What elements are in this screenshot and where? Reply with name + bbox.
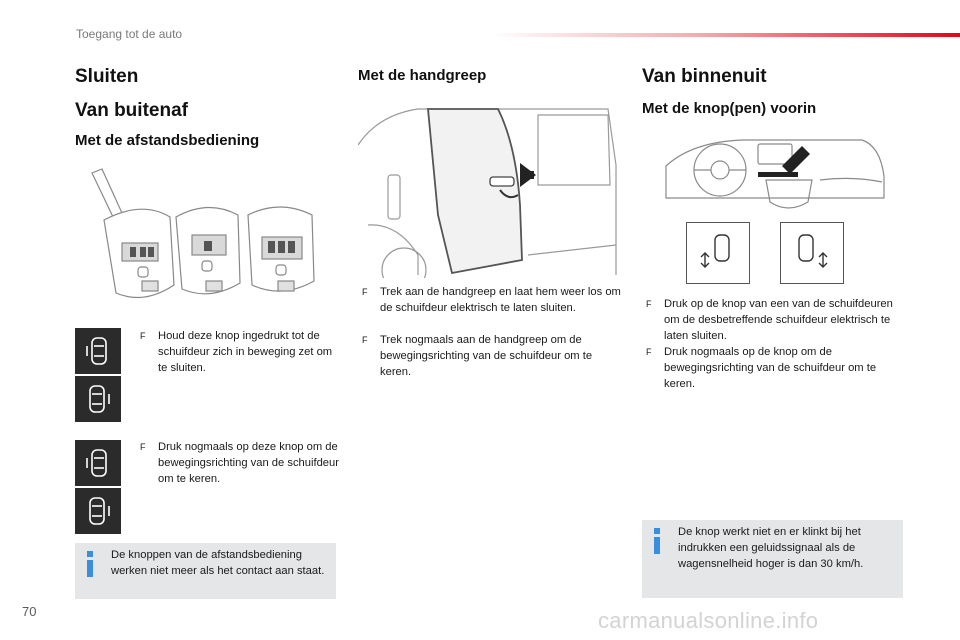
right-bullet-2-text: Druk nogmaals op de knop om de bewegingsrichting van de schuifdeur om te keren. bbox=[664, 346, 877, 390]
middle-bullet-2 bbox=[362, 332, 624, 380]
car-close-left-icon bbox=[75, 328, 121, 374]
middle-bullet-2-text: Trek nogmaals aan de handgreep om de bewegingsrichting van de schuifdeur om te keren. bbox=[380, 334, 593, 378]
left-bullet-2 bbox=[140, 439, 340, 487]
bullet-mark: F bbox=[646, 347, 652, 357]
car-reverse-left-icon bbox=[75, 440, 121, 486]
button-right-door-close[interactable] bbox=[780, 222, 844, 284]
page-title: Sluiten bbox=[75, 66, 139, 87]
title-inside: Van binnenuit bbox=[642, 66, 767, 87]
section-front-buttons: Met de knop(pen) voorin bbox=[642, 100, 817, 117]
watermark: carmanualsonline.info bbox=[598, 608, 819, 633]
bullet-mark: F bbox=[362, 335, 368, 345]
section-remote-control: Met de afstandsbediening bbox=[75, 132, 260, 149]
right-bullet-1-text: Druk op de knop van een van de schuifdeuren om de desbetreffende schuifdeur elektrisch te laten sluiten. bbox=[664, 298, 893, 342]
bullet-mark: F bbox=[140, 442, 146, 452]
remote-keys-illustration bbox=[82, 165, 332, 313]
dashboard-illustration bbox=[662, 136, 886, 218]
middle-bullet-1 bbox=[362, 284, 624, 316]
sliding-door-handle-illustration bbox=[358, 105, 618, 278]
subtitle-outside: Van buitenaf bbox=[75, 100, 188, 121]
header-accent-bar bbox=[490, 33, 960, 37]
bullet-mark: F bbox=[140, 331, 146, 341]
section-header: Toegang tot de auto bbox=[76, 27, 183, 41]
page-number: 70 bbox=[22, 604, 37, 619]
car-reverse-right-icon bbox=[75, 488, 121, 534]
info-icon bbox=[85, 551, 95, 577]
button-left-door-close[interactable] bbox=[686, 222, 750, 284]
left-info-text: De knoppen van de afstandsbediening werken niet meer als het contact aan staat. bbox=[111, 549, 325, 577]
bullet-mark: F bbox=[362, 287, 368, 297]
right-bullet-1 bbox=[646, 296, 910, 344]
right-bullet-2 bbox=[646, 344, 910, 392]
section-handle: Met de handgreep bbox=[358, 67, 487, 84]
middle-bullet-1-text: Trek aan de handgreep en laat hem weer los om de schuifdeur elektrisch te laten sluiten. bbox=[380, 286, 621, 314]
left-bullet-1 bbox=[140, 328, 340, 376]
car-close-right-icon bbox=[75, 376, 121, 422]
bullet-mark: F bbox=[646, 299, 652, 309]
left-bullet-1-text: Houd deze knop ingedrukt tot de schuifdeur zich in beweging zet om te sluiten. bbox=[158, 330, 333, 374]
left-bullet-2-text: Druk nogmaals op deze knop om de bewegingsrichting van de schuifdeur om te keren. bbox=[158, 441, 339, 485]
right-info-text: De knop werkt niet en er klinkt bij het indrukken een geluidssignaal als de wagensnelheid hoger is dan 30 km/h. bbox=[678, 526, 864, 570]
info-icon bbox=[652, 528, 662, 554]
left-info-box bbox=[75, 543, 336, 599]
right-info-box bbox=[642, 520, 903, 598]
